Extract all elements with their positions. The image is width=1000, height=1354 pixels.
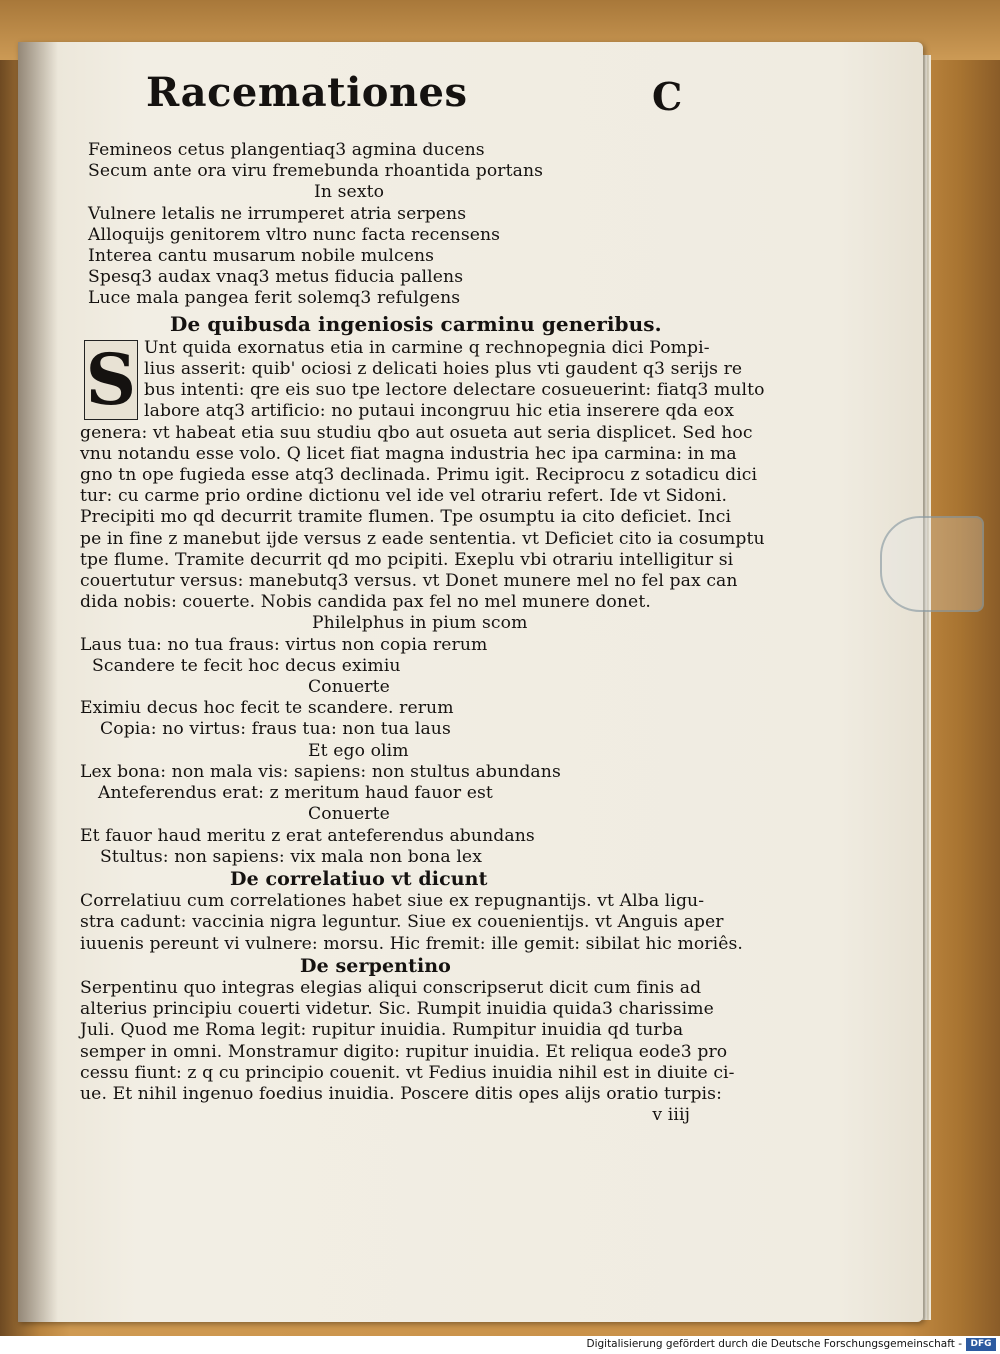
text-line: Serpentinu quo integras elegias aliqui conscripserut dicit cum finis ad bbox=[80, 977, 702, 998]
verse-line: Eximiu decus hoc fecit te scandere. rerum bbox=[80, 698, 454, 719]
verse-line: Laus tua: no tua fraus: virtus non copia rerum bbox=[80, 634, 488, 655]
decorated-initial: S bbox=[85, 337, 137, 421]
text-line: pe in fine z manebut ijde versus z eade sententia. vt Deficiet cito ia cosumptu bbox=[80, 528, 765, 549]
page-header bbox=[80, 69, 760, 140]
convert-label: Conuerte bbox=[308, 677, 390, 698]
text-line: ue. Et nihil ingenuo foedius inuidia. Poscere ditis opes alijs oratio turpis: bbox=[80, 1083, 722, 1104]
text-line: bus intenti: qre eis suo tpe lectore delectare cosueuerint: fiatq3 multo bbox=[144, 380, 765, 401]
text-line: semper in omni. Monstramur digito: rupitur inuidia. Et reliqua eode3 pro bbox=[80, 1041, 728, 1062]
signature-mark: v iiij bbox=[652, 1105, 690, 1126]
verse-line: Et fauor haud meritu z erat anteferendus abundans bbox=[80, 825, 535, 846]
verse-line: Luce mala pangea ferit solemq3 refulgens bbox=[88, 288, 461, 309]
text-line: cessu fiunt: z q cu principio couenit. vt Fedius inuidia nihil est in diuite ci- bbox=[80, 1062, 735, 1083]
page-text bbox=[80, 69, 765, 1126]
section-body bbox=[80, 337, 765, 614]
page-gutter-shadow bbox=[18, 42, 58, 1322]
text-line: genera: vt habeat etia suu studiu qbo aut osueta aut seria displicet. Sed hoc bbox=[80, 422, 753, 443]
running-head: Racemationes bbox=[146, 69, 468, 116]
verse-line: Stultus: non sapiens: vix mala non bona lex bbox=[100, 846, 482, 867]
text-line: tur: cu carme prio ordine dictionu vel ide vel otrariu refert. Ide vt Sidoni. bbox=[80, 486, 728, 507]
page-clip bbox=[880, 516, 984, 612]
text-line: gno tn ope fugieda esse atq3 declinada. Primu igit. Reciprocu z sotadicu dici bbox=[80, 465, 758, 486]
verse-line: Anteferendus erat: z meritum haud fauor est bbox=[98, 783, 493, 804]
section-heading: De serpentino bbox=[300, 954, 451, 977]
verse-line: Vulnere letalis ne irrumperet atria serpens bbox=[88, 203, 467, 224]
text-line: Precipiti mo qd decurrit tramite flumen. Tpe osumptu ia cito deficiet. Inci bbox=[80, 507, 732, 528]
section-body bbox=[80, 978, 760, 1105]
text-line: lius asserit: quib' ociosi z delicati hoies plus vti gaudent q3 serijs re bbox=[144, 359, 743, 380]
text-line: Juli. Quod me Roma legit: rupitur inuidia. Rumpitur inuidia qd turba bbox=[80, 1020, 684, 1041]
section-heading: De correlatiuo vt dicunt bbox=[230, 867, 488, 890]
text-line: tpe flume. Tramite decurrit qd mo pcipiti. Exeplu vbi otrariu intelligitur si bbox=[80, 549, 734, 570]
verse-heading: In sexto bbox=[314, 182, 385, 203]
section-body bbox=[80, 891, 760, 955]
convert-label: Conuerte bbox=[308, 804, 390, 825]
verse-line: Lex bona: non mala vis: sapiens: non stultus abundans bbox=[80, 761, 561, 782]
text-line: couertutur versus: manebutq3 versus. vt Donet munere mel no fel pax can bbox=[80, 571, 738, 592]
text-line: alterius principiu couerti videtur. Sic. Rumpit inuidia quida3 charissime bbox=[80, 999, 714, 1020]
verse-line: Scandere te fecit hoc decus eximiu bbox=[92, 655, 401, 676]
credit-text: Digitalisierung gefördert durch die Deutsche Forschungsgemeinschaft - bbox=[586, 1338, 962, 1350]
folio-letter: C bbox=[652, 74, 683, 119]
verse-line: Spesq3 audax vnaq3 metus fiducia pallens bbox=[88, 267, 464, 288]
poem-philelphus bbox=[80, 613, 760, 740]
text-line: dida nobis: couerte. Nobis candida pax fel no mel munere donet. bbox=[80, 592, 651, 613]
text-line: iuuenis pereunt vi vulnere: morsu. Hic fremit: ille gemit: sibilat hic moriês. bbox=[80, 933, 743, 954]
poem-title: Philelphus in pium scom bbox=[312, 613, 528, 634]
verse-line: Copia: no virtus: fraus tua: non tua laus bbox=[100, 719, 451, 740]
verse-line: Interea cantu musarum nobile mulcens bbox=[88, 246, 435, 267]
text-line: labore atq3 artificio: no putaui incongruu hic etia inserere qda eox bbox=[144, 401, 734, 422]
credit-bar bbox=[0, 1336, 1000, 1354]
text-line: stra cadunt: vaccinia nigra leguntur. Siue ex couenientijs. vt Anguis aper bbox=[80, 912, 724, 933]
verse-line: Femineos cetus plangentiaq3 agmina ducens bbox=[88, 140, 485, 160]
section-heading: De quibusda ingeniosis carminu generibus. bbox=[170, 311, 662, 336]
verse-line: Secum ante ora viru fremebunda rhoantida portans bbox=[88, 161, 544, 182]
dfg-logo: DFG bbox=[966, 1338, 996, 1351]
poem-top bbox=[80, 140, 760, 310]
verse-line: Alloquijs genitorem vltro nunc facta recensens bbox=[88, 224, 501, 245]
poem-ego bbox=[80, 741, 760, 868]
text-line: Unt quida exornatus etia in carmine q rechnopegnia dici Pompi- bbox=[144, 337, 710, 358]
text-line: Correlatiuu cum correlationes habet siue ex repugnantijs. vt Alba ligu- bbox=[80, 891, 705, 912]
text-line: vnu notandu esse volo. Q licet fiat magna industria hec ipa carmina: in ma bbox=[80, 443, 737, 464]
poem-title: Et ego olim bbox=[308, 740, 409, 761]
